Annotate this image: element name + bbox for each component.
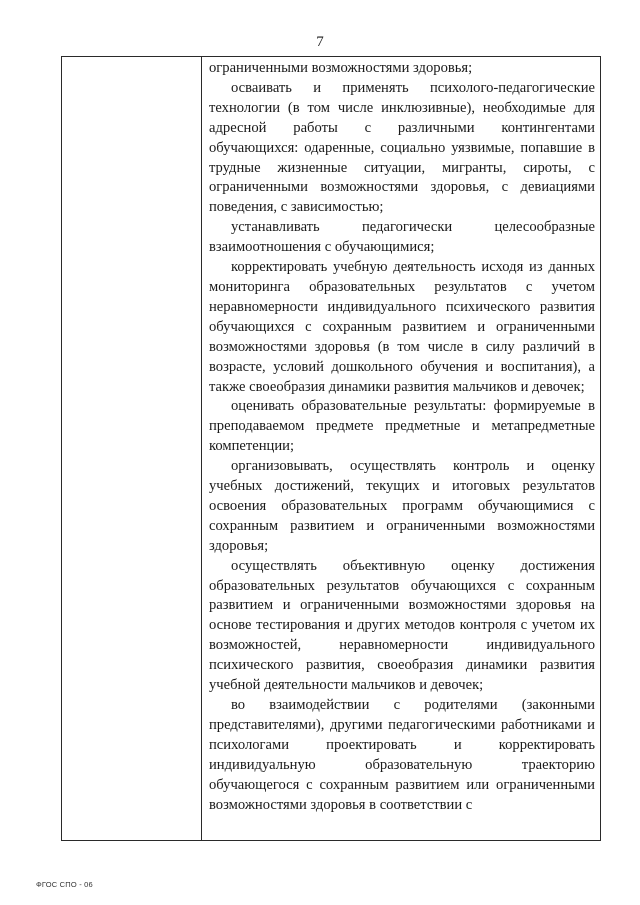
table-left-column bbox=[62, 57, 202, 840]
paragraph: осваивать и применять психолого-педагогические технологии (в том числе инклюзивные), необходимые для адресной работы с различными контингентами обучающихся: одаренные, социально уязвимые, попавшие в трудные жизненные ситуации, мигранты, сироты, с ограниченными возможностями здоровья, с девиациями поведения, с зависимостью; bbox=[209, 79, 595, 216]
paragraph: ограниченными возможностями здоровья; bbox=[209, 60, 473, 76]
content-table bbox=[61, 56, 601, 841]
paragraph: осуществлять объективную оценку достижения образовательных результатов обучающихся с сохранным развитием и ограниченными возможностями здоровья на основе тестирования и других методов контроля с учетом их возможностей, неравномерности индивидуального психического развития, своеобразия динамики развития учебной деятельности мальчиков и девочек; bbox=[209, 557, 595, 694]
paragraph: во взаимодействии с родителями (законными представителями), другими педагогическими работниками и психологами проектировать и корректировать индивидуальную образовательную траекторию обучающегося с сохранным развитием или ограниченными возможностями здоровья в соответствии с bbox=[209, 697, 595, 813]
footer-label: ФГОС СПО - 06 bbox=[36, 880, 93, 889]
paragraph: организовывать, осуществлять контроль и оценку учебных достижений, текущих и итоговых результатов освоения образовательных программ обучающимися с сохранным развитием и ограниченными возможностями здоровья; bbox=[209, 458, 595, 554]
table-right-column bbox=[209, 59, 595, 815]
paragraph: оценивать образовательные результаты: формируемые в преподаваемом предмете предметные и метапредметные компетенции; bbox=[209, 398, 595, 455]
paragraph: корректировать учебную деятельность исходя из данных мониторинга образовательных результатов с учетом неравномерности индивидуального психического развития обучающихся с сохранным развитием и ограниченными возможностями здоровья (в том числе в силу различий в возрасте, условий дошкольного обучения и воспитания), а также своеобразия динамики развития мальчиков и девочек; bbox=[209, 259, 595, 395]
page-number: 7 bbox=[316, 34, 324, 50]
paragraph: устанавливать педагогически целесообразные взаимоотношения с обучающимися; bbox=[209, 219, 595, 256]
